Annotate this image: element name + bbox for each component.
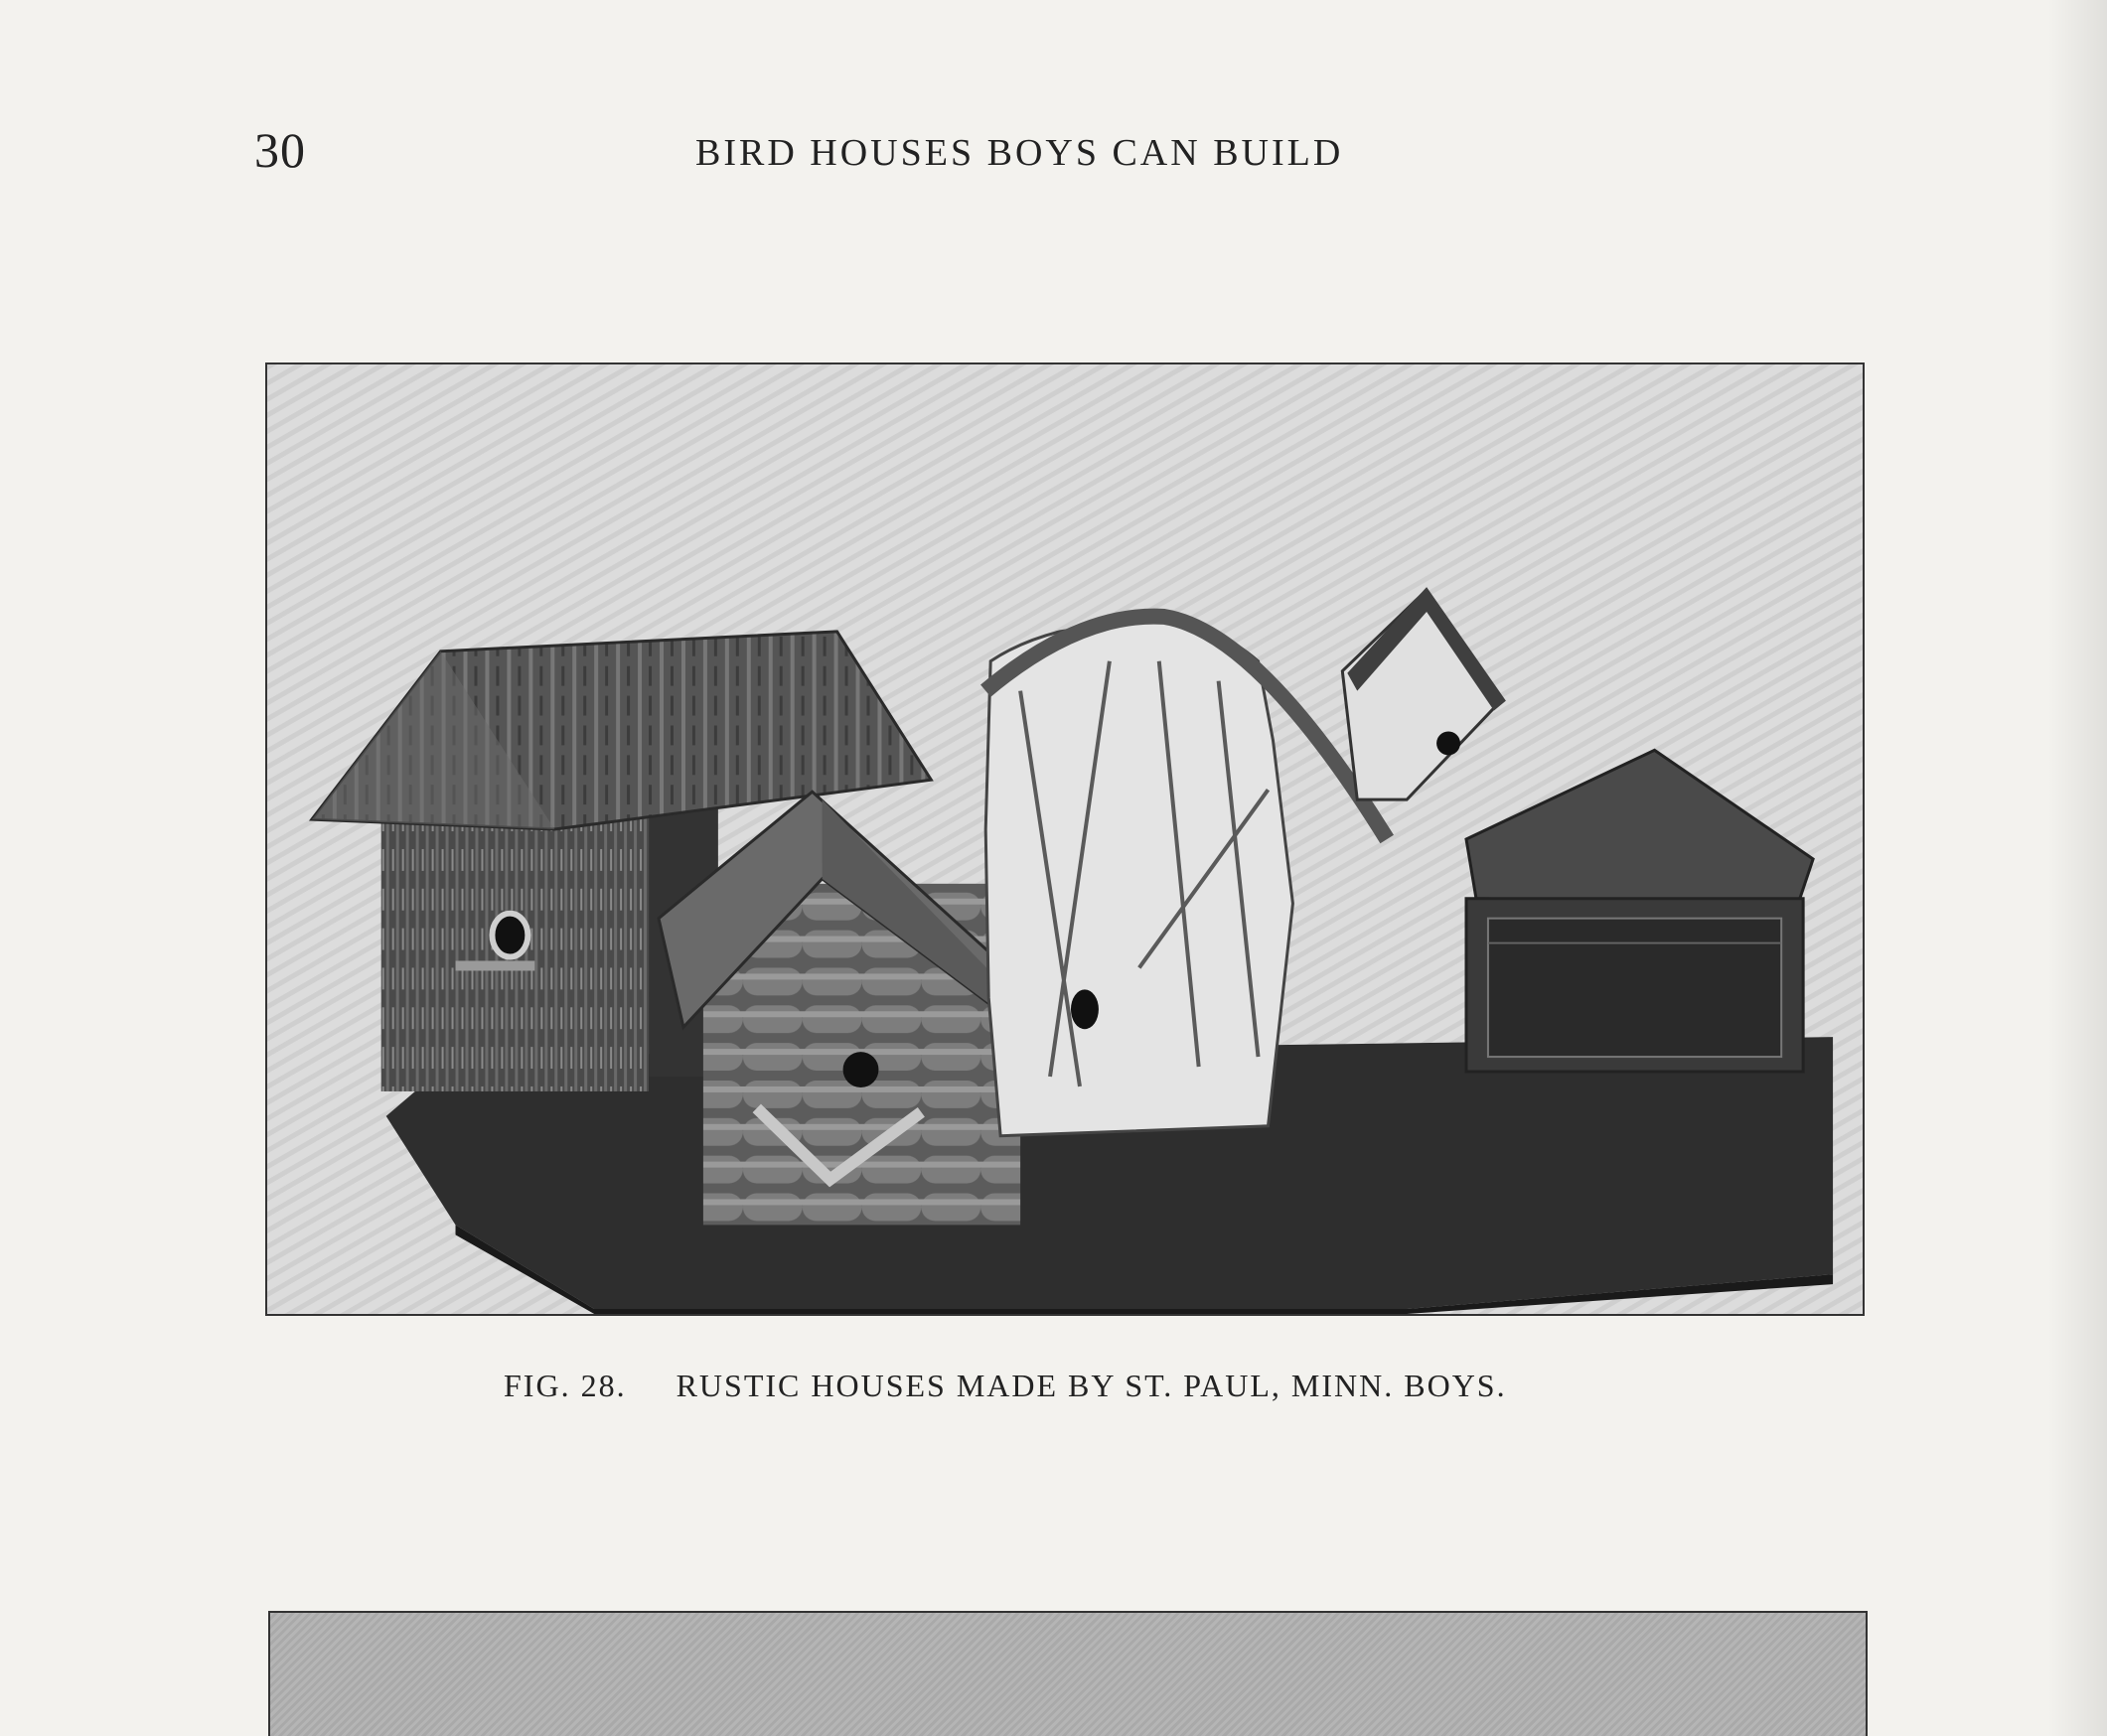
next-figure-photograph-top <box>268 1611 1868 1736</box>
running-title: BIRD HOUSES BOYS CAN BUILD <box>695 132 1344 174</box>
rustic-bird-houses-photo <box>267 364 1863 1314</box>
figure-photograph <box>265 362 1865 1316</box>
page-number: 30 <box>254 122 306 178</box>
page-edge-shadow <box>2047 0 2107 1736</box>
figure-caption-text: RUSTIC HOUSES MADE BY ST. PAUL, MINN. BOYS. <box>676 1368 1507 1403</box>
figure-label: FIG. 28. <box>504 1368 627 1403</box>
figure-caption <box>504 1368 1507 1404</box>
